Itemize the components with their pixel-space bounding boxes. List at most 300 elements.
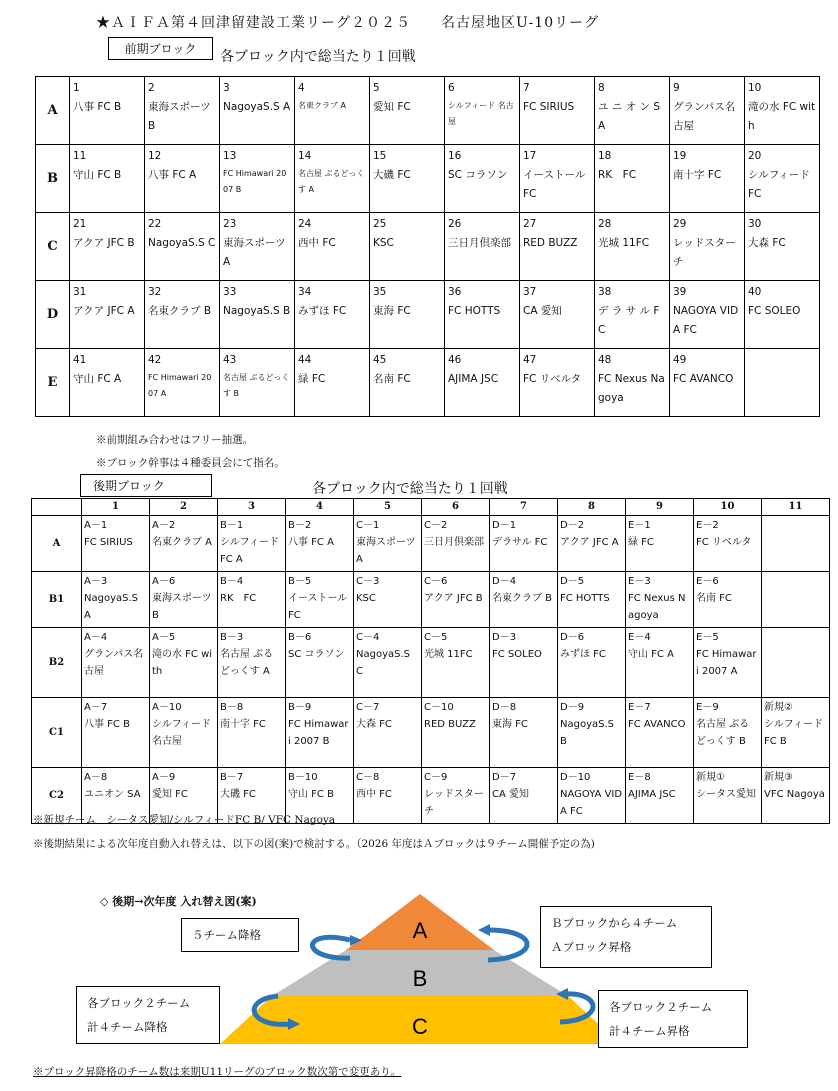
team-number: 21 <box>73 218 87 230</box>
team-name: 東海スポーツ A <box>223 237 286 268</box>
team-number: 30 <box>748 218 762 230</box>
team-name: RED BUZZ <box>424 719 476 730</box>
team-name: FC SOLEO <box>748 305 801 317</box>
seed-code: E－2 <box>696 520 719 531</box>
seed-code: E－5 <box>696 632 719 643</box>
team-name: KSC <box>373 237 394 249</box>
team-cell <box>70 213 145 281</box>
team-name: 西中 FC <box>356 789 392 800</box>
team-name: FC HOTTS <box>560 593 610 604</box>
block-label: E <box>36 349 70 417</box>
team-cell <box>490 516 558 572</box>
first-half-label: 前期ブロック <box>108 37 213 60</box>
team-number: 23 <box>223 218 237 230</box>
seed-code: A－6 <box>152 576 176 587</box>
seed-code: D－3 <box>492 632 517 643</box>
second-half-row <box>32 572 830 628</box>
team-number: 45 <box>373 354 387 366</box>
team-cell <box>558 768 626 824</box>
column-header: 9 <box>626 499 694 516</box>
team-name: 滝の水 FC with <box>748 101 816 132</box>
team-number: 38 <box>598 286 612 298</box>
team-number: 8 <box>598 82 605 94</box>
team-number: 39 <box>673 286 687 298</box>
team-cell <box>558 516 626 572</box>
team-cell <box>145 77 220 145</box>
team-name: グランパス名古屋 <box>84 649 144 677</box>
seed-code: B－5 <box>288 576 312 587</box>
pyramid-label-b: B <box>412 966 428 991</box>
team-number: 4 <box>298 82 305 94</box>
team-name: NagoyaS.S A <box>84 593 138 621</box>
team-cell <box>295 281 370 349</box>
team-cell <box>422 572 490 628</box>
first-half-subtitle: 各ブロック内で総当たり１回戦 <box>220 49 416 65</box>
team-name: 緑 FC <box>298 373 326 385</box>
seed-code: B－9 <box>288 702 312 713</box>
team-number: 48 <box>598 354 612 366</box>
team-name: VFC Nagoya <box>764 789 825 800</box>
team-cell <box>82 698 150 768</box>
team-name: FC AVANCO <box>628 719 686 730</box>
team-cell <box>694 768 762 824</box>
relegate-b-box <box>76 986 220 1044</box>
team-cell <box>218 516 286 572</box>
team-number: 10 <box>748 82 762 94</box>
team-cell <box>295 77 370 145</box>
team-cell <box>82 572 150 628</box>
column-header: 4 <box>286 499 354 516</box>
seed-code: B－7 <box>220 772 244 783</box>
team-cell <box>694 516 762 572</box>
seed-code: D－7 <box>492 772 517 783</box>
team-cell <box>595 349 670 417</box>
team-cell <box>595 145 670 213</box>
team-name: ユニオン SA <box>84 789 141 800</box>
team-number: 14 <box>298 150 312 162</box>
team-cell <box>762 572 830 628</box>
page-title: ★ＡＩＦＡ第４回津留建設工業リーグ２０２５ 名古屋地区U-10リーグ <box>96 15 600 31</box>
team-name: 名東クラブ A <box>152 537 213 548</box>
team-name: 東海 FC <box>373 305 411 317</box>
team-number: 26 <box>448 218 462 230</box>
seed-code: C－4 <box>356 632 380 643</box>
block-label: A <box>32 516 82 572</box>
team-cell <box>762 698 830 768</box>
team-cell <box>626 628 694 698</box>
team-cell <box>694 572 762 628</box>
seed-code: D－6 <box>560 632 585 643</box>
team-number: 3 <box>223 82 230 94</box>
team-name: SC コラソン <box>288 649 345 660</box>
note-new-teams: ※新規チーム シータス愛知/シルフィードFC B/ VFC Nagoya <box>33 814 336 826</box>
team-name: シータス愛知 <box>696 789 756 800</box>
team-name: アクア JFC B <box>424 593 483 604</box>
team-name: KSC <box>356 593 376 604</box>
team-cell <box>150 628 218 698</box>
team-name: 八事 FC B <box>84 719 130 730</box>
team-name: 名古屋 ぶるどっくす A <box>298 169 365 194</box>
team-name: NAGOYA VIDA FC <box>560 789 623 817</box>
team-number: 15 <box>373 150 387 162</box>
team-name: イーストール FC <box>288 593 348 621</box>
team-cell <box>558 572 626 628</box>
team-cell <box>520 77 595 145</box>
seed-code: A－4 <box>84 632 108 643</box>
team-cell <box>145 213 220 281</box>
team-cell <box>370 281 445 349</box>
team-name: NagoyaS.S B <box>560 719 614 747</box>
team-name: シルフィード名古屋 <box>152 719 211 747</box>
team-name: 愛知 FC <box>152 789 188 800</box>
team-cell <box>745 349 820 417</box>
team-cell <box>670 349 745 417</box>
seed-code: C－10 <box>424 702 454 713</box>
team-number: 46 <box>448 354 462 366</box>
seed-code: B－3 <box>220 632 244 643</box>
team-number: 35 <box>373 286 387 298</box>
team-number: 13 <box>223 150 237 162</box>
team-number: 37 <box>523 286 537 298</box>
team-number: 24 <box>298 218 312 230</box>
team-name: 東海スポーツ A <box>356 537 416 565</box>
team-cell <box>220 349 295 417</box>
team-number: 47 <box>523 354 537 366</box>
team-cell <box>626 516 694 572</box>
team-name: FC SIRIUS <box>84 537 133 548</box>
seed-code: C－3 <box>356 576 380 587</box>
team-name: FC リベルタ <box>696 537 752 548</box>
relegate-a-text: ５チーム降格 <box>192 928 261 942</box>
team-cell <box>520 349 595 417</box>
team-cell <box>445 77 520 145</box>
team-name: 緑 FC <box>628 537 654 548</box>
team-cell <box>670 281 745 349</box>
team-name: FC リベルタ <box>523 373 582 385</box>
team-name: 大森 FC <box>748 237 786 249</box>
team-cell <box>490 628 558 698</box>
team-name: みずほ FC <box>298 305 347 317</box>
team-name: みずほ FC <box>560 649 606 660</box>
team-name: 東海スポーツ B <box>148 101 211 132</box>
team-cell <box>286 516 354 572</box>
team-number: 34 <box>298 286 312 298</box>
team-cell <box>626 698 694 768</box>
team-cell <box>670 213 745 281</box>
second-half-row <box>32 698 830 768</box>
seed-code: D－9 <box>560 702 585 713</box>
team-cell <box>745 213 820 281</box>
team-number: 6 <box>448 82 455 94</box>
team-cell <box>520 145 595 213</box>
seed-code: A－2 <box>152 520 176 531</box>
block-label: C <box>36 213 70 281</box>
team-number: 33 <box>223 286 237 298</box>
promote-b-box <box>598 990 748 1048</box>
team-name: グランパス名古屋 <box>673 101 736 132</box>
team-number: 11 <box>73 150 87 162</box>
second-half-label: 後期ブロック <box>80 474 212 497</box>
team-name: 名古屋 ぶるどっくす B <box>696 719 750 747</box>
team-cell <box>295 349 370 417</box>
first-half-row <box>36 77 820 145</box>
team-cell <box>694 698 762 768</box>
team-number: 41 <box>73 354 87 366</box>
team-name: FC Himawari 2007 A <box>148 373 212 398</box>
second-half-row <box>32 628 830 698</box>
team-cell <box>354 768 422 824</box>
team-number: 49 <box>673 354 687 366</box>
team-number: 12 <box>148 150 162 162</box>
team-cell <box>354 628 422 698</box>
seed-code: B－10 <box>288 772 318 783</box>
team-number: 25 <box>373 218 387 230</box>
team-name: FC SIRIUS <box>523 101 575 113</box>
seed-code: A－3 <box>84 576 108 587</box>
team-name: 名東クラブ B <box>148 305 212 317</box>
seed-code: B－2 <box>288 520 312 531</box>
pyramid-label-a: A <box>412 918 428 943</box>
seed-code: E－3 <box>628 576 651 587</box>
second-half-subtitle: 各ブロック内で総当たり１回戦 <box>312 481 508 497</box>
team-cell <box>145 281 220 349</box>
seed-code: B－6 <box>288 632 312 643</box>
seed-code: D－8 <box>492 702 517 713</box>
team-cell <box>354 698 422 768</box>
team-name: 南十字 FC <box>673 169 722 181</box>
first-half-row <box>36 145 820 213</box>
team-name: FC Himawari 2007 B <box>288 719 349 747</box>
team-cell <box>286 628 354 698</box>
team-name: 東海スポーツ B <box>152 593 212 621</box>
team-name: レッドスターチ <box>673 237 736 268</box>
team-cell <box>220 77 295 145</box>
seed-code: E－6 <box>696 576 719 587</box>
team-cell <box>445 145 520 213</box>
seed-code: D－10 <box>560 772 591 783</box>
note-auto-swap: ※後期結果による次年度自動入れ替えは、以下の図(案)で検討する。（2026 年度はＡブロックは９チーム開催予定の為) <box>33 838 595 850</box>
team-name: アクア JFC A <box>73 305 135 317</box>
team-cell <box>150 516 218 572</box>
team-cell <box>490 698 558 768</box>
team-name: 名古屋 ぶるどっくす B <box>223 373 290 398</box>
seed-code: C－9 <box>424 772 448 783</box>
team-number: 44 <box>298 354 312 366</box>
column-header: 10 <box>694 499 762 516</box>
team-cell <box>558 628 626 698</box>
team-cell <box>762 516 830 572</box>
team-cell <box>218 698 286 768</box>
team-name: レッドスターチ <box>424 789 484 817</box>
team-cell <box>218 572 286 628</box>
team-number: 17 <box>523 150 537 162</box>
seed-code: A－8 <box>84 772 108 783</box>
promote-a-box <box>540 906 712 968</box>
team-name: 守山 FC B <box>73 169 122 181</box>
column-header: 8 <box>558 499 626 516</box>
second-half-table <box>31 498 830 824</box>
seed-code: A－5 <box>152 632 176 643</box>
team-name: デラサル FC <box>492 537 548 548</box>
team-cell <box>422 698 490 768</box>
team-name: 守山 FC A <box>73 373 122 385</box>
team-name: NagoyaS.S C <box>148 237 216 249</box>
team-number: 22 <box>148 218 162 230</box>
seed-code: C－6 <box>424 576 448 587</box>
team-name: SC コラソン <box>448 169 508 181</box>
team-name: アクア JFC B <box>73 237 135 249</box>
team-name: アクア JFC A <box>560 537 619 548</box>
team-cell <box>445 281 520 349</box>
first-half-row <box>36 281 820 349</box>
team-cell <box>370 145 445 213</box>
team-cell <box>295 213 370 281</box>
team-name: NagoyaS.S A <box>223 101 291 113</box>
block-label: A <box>36 77 70 145</box>
team-cell <box>370 349 445 417</box>
team-cell <box>286 698 354 768</box>
team-number: 16 <box>448 150 462 162</box>
block-label: D <box>36 281 70 349</box>
team-cell <box>445 213 520 281</box>
team-cell <box>145 349 220 417</box>
first-half-row <box>36 213 820 281</box>
team-cell <box>694 628 762 698</box>
team-number: 19 <box>673 150 687 162</box>
team-cell <box>670 77 745 145</box>
team-cell <box>745 77 820 145</box>
team-name: 東海 FC <box>492 719 528 730</box>
team-number: 36 <box>448 286 462 298</box>
team-name: 名南 FC <box>696 593 732 604</box>
team-cell <box>70 281 145 349</box>
team-name: 守山 FC A <box>628 649 674 660</box>
team-name: AJIMA JSC <box>448 373 499 385</box>
team-number: 20 <box>748 150 762 162</box>
team-name: 光城 11FC <box>598 237 650 249</box>
team-number: 42 <box>148 354 162 366</box>
team-name: FC Nexus Nagoya <box>598 373 665 404</box>
seed-code: 新規② <box>764 702 793 713</box>
column-header: 7 <box>490 499 558 516</box>
block-label: B2 <box>32 628 82 698</box>
team-cell <box>422 628 490 698</box>
column-header: 2 <box>150 499 218 516</box>
team-number: 7 <box>523 82 530 94</box>
first-half-row <box>36 349 820 417</box>
team-name: 三日月倶楽部 <box>448 237 511 249</box>
team-name: シルフィード FC <box>748 169 810 200</box>
team-number: 32 <box>148 286 162 298</box>
team-cell <box>595 77 670 145</box>
team-cell <box>520 281 595 349</box>
relegate-b-line1: 各ブロック２チーム <box>87 996 191 1010</box>
team-name: 名東クラブ B <box>492 593 553 604</box>
seed-code: 新規① <box>696 772 725 783</box>
relegate-a-box <box>181 918 299 952</box>
team-cell <box>150 572 218 628</box>
team-name: 八事 FC A <box>288 537 334 548</box>
team-cell <box>670 145 745 213</box>
column-header: 3 <box>218 499 286 516</box>
team-name: NAGOYA VIDA FC <box>673 305 739 336</box>
team-number: 28 <box>598 218 612 230</box>
team-name: RK FC <box>598 169 637 181</box>
team-cell <box>422 516 490 572</box>
team-name: 八事 FC B <box>73 101 122 113</box>
team-number: 18 <box>598 150 612 162</box>
team-name: 名東クラブ A <box>298 101 347 110</box>
team-cell <box>220 281 295 349</box>
block-label: B <box>36 145 70 213</box>
note-free-draw: ※前期組み合わせはフリー抽選。 <box>96 434 254 446</box>
seed-code: E－4 <box>628 632 651 643</box>
footer-note: ※ブロック昇降格のチーム数は来期U11リーグのブロック数次第で変更あり。 <box>33 1066 402 1078</box>
seed-code: 新規③ <box>764 772 793 783</box>
team-name: 西中 FC <box>298 237 336 249</box>
promote-b-line1: 各ブロック２チーム <box>609 1000 713 1014</box>
block-label: C2 <box>32 768 82 824</box>
team-cell <box>218 628 286 698</box>
team-cell <box>445 349 520 417</box>
seed-code: D－1 <box>492 520 517 531</box>
block-label: B1 <box>32 572 82 628</box>
team-cell <box>354 516 422 572</box>
seed-code: B－1 <box>220 520 244 531</box>
team-cell <box>220 145 295 213</box>
team-cell <box>595 281 670 349</box>
team-cell <box>370 213 445 281</box>
seed-code: A－10 <box>152 702 182 713</box>
team-cell <box>354 572 422 628</box>
seed-code: E－8 <box>628 772 651 783</box>
team-cell <box>762 628 830 698</box>
team-name: CA 愛知 <box>492 789 530 800</box>
column-header: 1 <box>82 499 150 516</box>
seed-code: D－5 <box>560 576 585 587</box>
seed-code: B－8 <box>220 702 244 713</box>
pyramid-label-c: C <box>412 1014 428 1039</box>
team-cell <box>745 145 820 213</box>
team-number: 40 <box>748 286 762 298</box>
team-number: 43 <box>223 354 237 366</box>
team-name: FC Himawari 2007 B <box>223 169 287 194</box>
team-name: シルフィード FC B <box>764 719 823 747</box>
team-number: 9 <box>673 82 680 94</box>
team-cell <box>490 572 558 628</box>
team-cell <box>295 145 370 213</box>
team-cell <box>370 77 445 145</box>
team-name: FC SOLEO <box>492 649 542 660</box>
seed-code: C－8 <box>356 772 380 783</box>
team-cell <box>82 516 150 572</box>
promote-a-line2: Ａブロック昇格 <box>551 940 632 954</box>
second-half-row <box>32 516 830 572</box>
seed-code: A－9 <box>152 772 176 783</box>
team-name: FC HOTTS <box>448 305 501 317</box>
first-half-table <box>35 76 820 417</box>
team-cell <box>70 145 145 213</box>
relegate-b-line2: 計４チーム降格 <box>87 1020 168 1034</box>
team-name: FC Himawari 2007 A <box>696 649 757 677</box>
promote-b-line2: 計４チーム昇格 <box>609 1024 690 1038</box>
team-name: 愛知 FC <box>373 101 411 113</box>
team-name: 八事 FC A <box>148 169 197 181</box>
team-cell <box>520 213 595 281</box>
block-label: C1 <box>32 698 82 768</box>
seed-code: E－9 <box>696 702 719 713</box>
team-name: NagoyaS.S B <box>223 305 291 317</box>
